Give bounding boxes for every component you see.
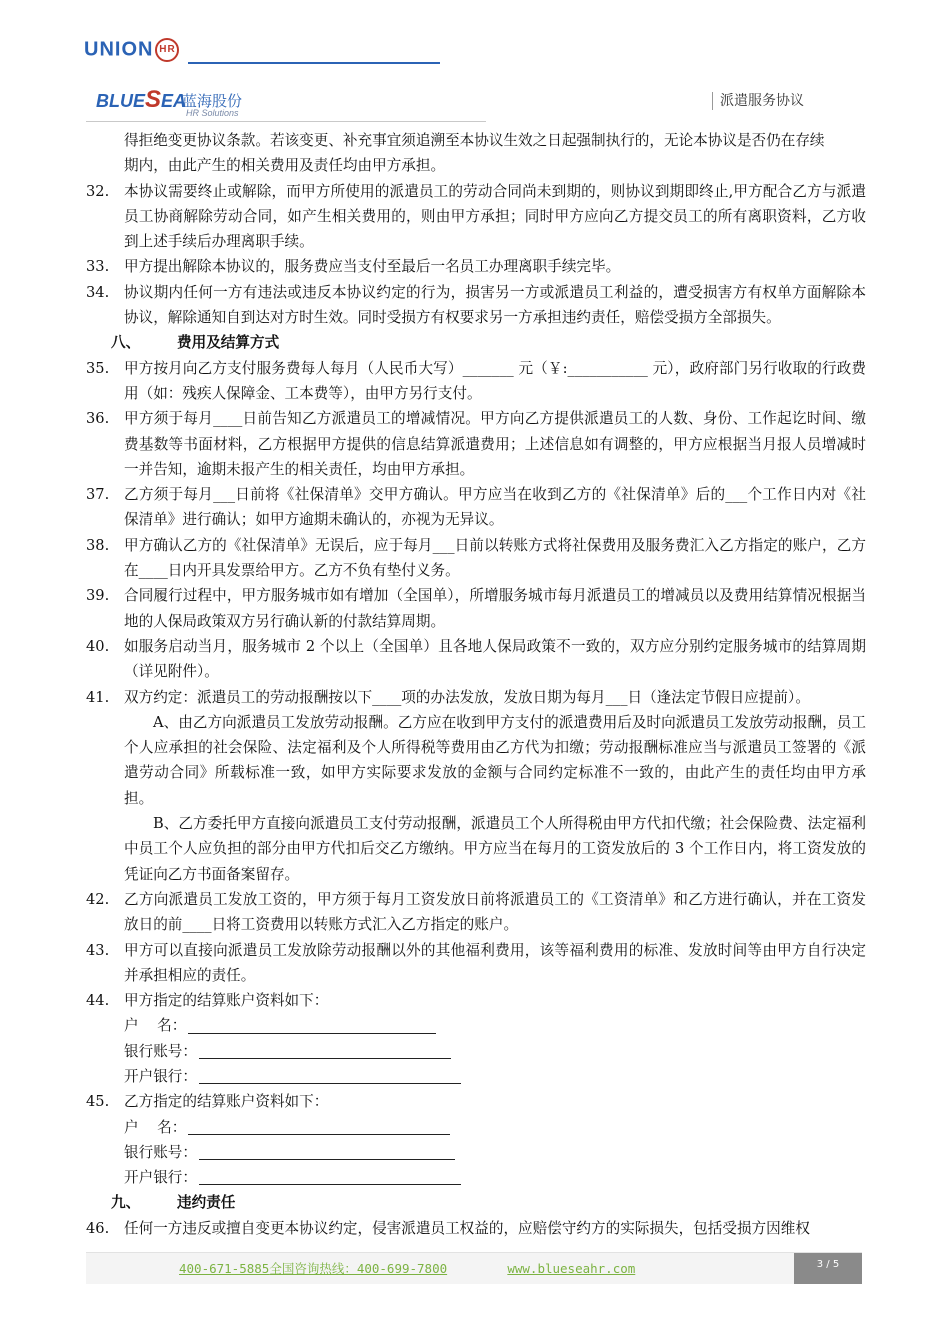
section-title: 费用及结算方式 bbox=[177, 334, 280, 352]
party-b-bank-field bbox=[86, 1165, 866, 1190]
clause-46 bbox=[86, 1216, 866, 1241]
clause-number: 43. bbox=[86, 941, 110, 959]
union-underline bbox=[188, 62, 440, 64]
section-number: 九、 bbox=[111, 1194, 141, 1212]
bluesea-logo-s: S bbox=[145, 86, 162, 113]
clause-text: 乙方指定的结算账户资料如下： bbox=[124, 1093, 329, 1111]
clause-36 bbox=[86, 406, 866, 482]
clause-45 bbox=[86, 1089, 866, 1114]
union-hr-logo bbox=[84, 38, 179, 62]
field-label: 银行账号： bbox=[124, 1143, 197, 1161]
party-a-bank-field bbox=[86, 1064, 866, 1089]
clause-number: 40. bbox=[86, 637, 110, 655]
hr-circle-logo: HR bbox=[155, 38, 179, 62]
union-logo-text: UNION bbox=[84, 38, 154, 61]
clause-text: 乙方向派遣员工发放工资的，甲方须于每月工资发放日前将派遣员工的《工资清单》和乙方进行确认，并在工资发放日的前____日将工资费用以转账方式汇入乙方指定的账户。 bbox=[124, 890, 866, 934]
clause-number: 39. bbox=[86, 587, 110, 605]
party-b-account-number-field bbox=[86, 1140, 866, 1165]
blank-line[interactable] bbox=[199, 1142, 455, 1160]
clause-38 bbox=[86, 533, 866, 584]
clause-34 bbox=[86, 280, 866, 331]
clause-40 bbox=[86, 634, 866, 685]
bluesea-chinese-name: 蓝海股份 bbox=[182, 93, 243, 110]
field-label: 户 名： bbox=[124, 1118, 187, 1136]
clause-number: 32. bbox=[86, 182, 110, 200]
clause-number: 38. bbox=[86, 536, 110, 554]
party-a-account-name-field bbox=[86, 1013, 866, 1038]
hotline-primary[interactable]: 400-671-5885 bbox=[179, 1261, 270, 1276]
document-title: 派遣服务协议 bbox=[720, 93, 804, 109]
clause-35 bbox=[86, 356, 866, 407]
clause-41 bbox=[86, 685, 866, 710]
clause-number: 34. bbox=[86, 283, 110, 301]
clause-text: 协议期内任何一方有违法或违反本协议约定的行为，损害另一方或派遣员工利益的，遭受损害方有权单方面解除本协议，解除通知自到达对方时生效。同时受损方有权要求另一方承担违约责任，赔偿受损方全部损失。 bbox=[124, 283, 866, 327]
bluesea-logo bbox=[96, 86, 186, 114]
hotline-national[interactable]: 全国咨询热线：400-699-7800 bbox=[269, 1261, 448, 1276]
document-body bbox=[86, 128, 866, 1241]
section-heading-8 bbox=[86, 330, 866, 355]
field-label: 户 名： bbox=[124, 1017, 187, 1035]
clause-text: 合同履行过程中，甲方服务城市如有增加（全国单），所增服务城市每月派遣员工的增减员以及费用结算情况根据当地的人保局政策双方另行确认新的付款结算周期。 bbox=[124, 587, 866, 630]
section-heading-9 bbox=[86, 1190, 866, 1215]
clause-number: 44. bbox=[86, 992, 110, 1010]
clause-text: 甲方可以直接向派遣员工发放除劳动报酬以外的其他福利费用，该等福利费用的标准、发放时间等由甲方自行决定并承担相应的责任。 bbox=[124, 941, 866, 984]
clause-number: 33. bbox=[86, 258, 110, 276]
website-link[interactable]: www.blueseahr.com bbox=[507, 1261, 636, 1276]
clause-number: 45. bbox=[86, 1093, 110, 1111]
party-a-account-number-field bbox=[86, 1039, 866, 1064]
party-b-account-name-field bbox=[86, 1115, 866, 1140]
bluesea-subtitle: HR Solutions bbox=[186, 108, 239, 118]
clause-text: 乙方须于每月___日前将《社保清单》交甲方确认。甲方应当在收到乙方的《社保清单》后的___个工作日内对《社保清单》进行确认；如甲方逾期未确认的，亦视为无异议。 bbox=[124, 486, 866, 529]
header-divider bbox=[712, 92, 713, 110]
bluesea-logo-b: EA bbox=[161, 91, 187, 111]
bluesea-logo-a: BLUE bbox=[96, 91, 145, 111]
header-rule bbox=[86, 121, 486, 122]
clause-number: 41. bbox=[86, 688, 110, 706]
clause-42 bbox=[86, 887, 866, 938]
blank-line[interactable] bbox=[188, 1117, 450, 1135]
footer-contact bbox=[179, 1259, 635, 1277]
field-label: 开户银行： bbox=[124, 1067, 197, 1085]
clause-number: 46. bbox=[86, 1219, 110, 1237]
clause-number: 42. bbox=[86, 890, 110, 908]
clause-37 bbox=[86, 482, 866, 533]
page-header bbox=[0, 0, 950, 130]
clause-43 bbox=[86, 938, 866, 989]
clause-text: 甲方按月向乙方支付服务费每人每月（人民币大写）_______ 元（￥:___________ 元），政府部门另行收取的行政费用（如：残疾人保障金、工本费等），由甲方另行支付。 bbox=[124, 359, 866, 402]
section-number: 八、 bbox=[111, 334, 141, 352]
clause-text: 任何一方违反或擅自变更本协议约定，侵害派遣员工权益的，应赔偿守约方的实际损失，包括受损方因维权 bbox=[124, 1219, 810, 1237]
clause-39 bbox=[86, 583, 866, 634]
clause-text: 双方约定：派遣员工的劳动报酬按以下____项的办法发放，发放日期为每月___日（逢法定节假日应提前）。 bbox=[124, 688, 810, 706]
field-label: 银行账号： bbox=[124, 1042, 197, 1060]
clause-number: 36. bbox=[86, 410, 110, 428]
clause-text: 本协议需要终止或解除，而甲方所使用的派遣员工的劳动合同尚未到期的，则协议到期即终止,甲方配合乙方与派遣员工协商解除劳动合同，如产生相关费用的，则由甲方承担；同时甲方应向乙方提交员工的所有离职资料，乙方收到上述手续后办理离职手续。 bbox=[124, 182, 866, 251]
clause-text: 甲方指定的结算账户资料如下： bbox=[124, 992, 329, 1010]
clause-44 bbox=[86, 988, 866, 1013]
clause-41-option-b: B、乙方委托甲方直接向派遣员工支付劳动报酬，派遣员工个人所得税由甲方代扣代缴；社会保险费、法定福利中员工个人应负担的部分由甲方代扣后交乙方缴纳。甲方应当在每月的工资发放后的 3 个工作日内，将工资发放的凭证向乙方书面备案留存。 bbox=[124, 815, 866, 883]
blank-line[interactable] bbox=[188, 1016, 436, 1034]
section-title: 违约责任 bbox=[177, 1194, 236, 1212]
paragraph-continuation: 得拒绝变更协议条款。若该变更、补充事宜须追溯至本协议生效之日起强制执行的，无论本协议是否仍在存续 bbox=[124, 132, 825, 149]
clause-text: 如服务启动当月，服务城市 2 个以上（全国单）且各地人保局政策不一致的，双方应分别约定服务城市的结算周期（详见附件）。 bbox=[124, 637, 866, 681]
clause-33 bbox=[86, 254, 866, 279]
page-footer bbox=[86, 1252, 862, 1284]
clause-number: 37. bbox=[86, 486, 110, 504]
blank-line[interactable] bbox=[199, 1167, 461, 1185]
clause-text: 甲方确认乙方的《社保清单》无误后，应于每月___日前以转账方式将社保费用及服务费汇入乙方指定的账户，乙方在____日内开具发票给甲方。乙方不负有垫付义务。 bbox=[124, 536, 866, 580]
blank-line[interactable] bbox=[199, 1066, 461, 1084]
blank-line[interactable] bbox=[199, 1041, 451, 1059]
field-label: 开户银行： bbox=[124, 1169, 197, 1187]
clause-32 bbox=[86, 179, 866, 255]
clause-number: 35. bbox=[86, 359, 110, 377]
paragraph-continuation: 期内，由此产生的相关费用及责任均由甲方承担。 bbox=[124, 157, 446, 175]
page-number: 3 / 5 bbox=[794, 1253, 862, 1284]
clause-text: 甲方提出解除本协议的，服务费应当支付至最后一名员工办理离职手续完毕。 bbox=[124, 258, 621, 276]
clause-text: 甲方须于每月____日前告知乙方派遣员工的增减情况。甲方向乙方提供派遣员工的人数、身份、工作起讫时间、缴费基数等书面材料，乙方根据甲方提供的信息结算派遣费用；上述信息如有调整的，甲方应根据当月报人员增减时一并告知，逾期未报产生的相关责任，均由甲方承担。 bbox=[124, 410, 866, 478]
clause-41-option-a: A、由乙方向派遣员工发放劳动报酬。乙方应在收到甲方支付的派遣费用后及时向派遣员工发放劳动报酬，员工个人应承担的社会保险、法定福利及个人所得税等费用由乙方代为扣缴；劳动报酬标准应当与派遣员工签署的《派遣劳动合同》所载标准一致，如甲方实际要求发放的金额与合同约定标准不一致的，由此产生的责任均由甲方承担。 bbox=[124, 713, 866, 807]
